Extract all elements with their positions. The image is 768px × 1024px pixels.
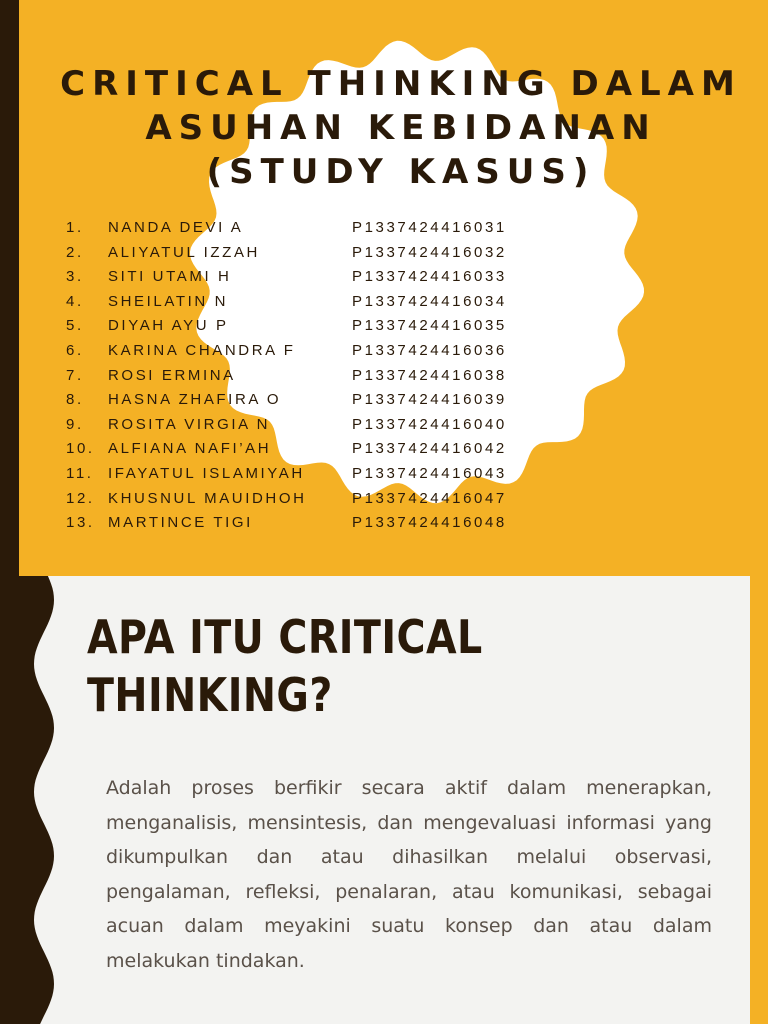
member-name: ALFIANA NAFI’AH bbox=[108, 440, 272, 458]
member-number: 8. bbox=[66, 391, 84, 409]
member-name: SITI UTAMI H bbox=[108, 268, 232, 286]
slide-content-panel bbox=[0, 576, 750, 1024]
member-nim: P1337424416032 bbox=[352, 243, 507, 261]
member-number: 5. bbox=[66, 317, 84, 335]
definition-paragraph: Adalah proses berfikir secara aktif dalam menerapkan, menganalisis, mensintesis, dan mengevaluasi informasi yang dikumpulkan dan atau dihasilkan melalui observasi, pengalaman, refleksi, penalaran, atau komunikasi, sebagai acuan dalam meyakini suatu konsep dan atau dalam melakukan tindakan. bbox=[106, 777, 712, 972]
member-number: 11. bbox=[66, 464, 94, 482]
slide-title-heading bbox=[19, 62, 768, 194]
member-nim: P1337424416031 bbox=[352, 219, 507, 236]
slide-title bbox=[19, 0, 768, 576]
member-number: 4. bbox=[66, 292, 84, 310]
member-name: DIYAH AYU P bbox=[108, 317, 229, 335]
member-nim: P1337424416039 bbox=[352, 391, 507, 409]
member-number: 1. bbox=[66, 219, 84, 236]
member-nim: P1337424416033 bbox=[352, 268, 507, 286]
member-name: SHEILATIN N bbox=[108, 292, 229, 310]
member-name: KARINA CHANDRA F bbox=[108, 341, 296, 359]
member-number: 7. bbox=[66, 366, 84, 384]
member-nim: P1337424416042 bbox=[352, 440, 507, 458]
member-number: 10. bbox=[66, 440, 95, 458]
member-name: ALIYATUL IZZAH bbox=[108, 243, 260, 261]
member-name: ROSITA VIRGIA N bbox=[108, 415, 271, 433]
wavy-border-shape bbox=[0, 576, 60, 1024]
title-line: CRITICAL THINKING DALAM bbox=[60, 64, 742, 104]
member-nim: P1337424416047 bbox=[352, 489, 507, 507]
member-nim: P1337424416038 bbox=[352, 366, 507, 384]
member-nim: P1337424416043 bbox=[352, 464, 507, 482]
member-nim: P1337424416035 bbox=[352, 317, 507, 335]
member-nim: P1337424416048 bbox=[352, 514, 507, 532]
member-number: 3. bbox=[66, 268, 84, 286]
member-number: 9. bbox=[66, 415, 84, 433]
member-name: ROSI ERMINA bbox=[108, 366, 236, 384]
member-number: 6. bbox=[66, 341, 84, 359]
member-name: KHUSNUL MAUIDHOH bbox=[108, 489, 307, 507]
title-line: ASUHAN KEBIDANAN bbox=[145, 108, 657, 148]
title-line: (STUDY KASUS) bbox=[206, 152, 596, 192]
heading-line: THINKING? bbox=[87, 668, 333, 722]
slide-heading bbox=[87, 608, 483, 724]
member-name: NANDA DEVI A bbox=[108, 219, 244, 236]
heading-line: APA ITU CRITICAL bbox=[87, 610, 483, 664]
slide-definition bbox=[0, 576, 768, 1024]
member-nim: P1337424416036 bbox=[352, 341, 507, 359]
member-nim: P1337424416034 bbox=[352, 292, 507, 310]
member-number: 13. bbox=[66, 514, 95, 532]
member-number: 2. bbox=[66, 243, 84, 261]
member-nim: P1337424416040 bbox=[352, 415, 507, 433]
member-name: MARTINCE TIGI bbox=[108, 514, 253, 532]
member-number: 12. bbox=[66, 489, 95, 507]
member-name: IFAYATUL ISLAMIYAH bbox=[108, 464, 305, 482]
member-name: HASNA ZHAFIRA O bbox=[108, 391, 282, 409]
